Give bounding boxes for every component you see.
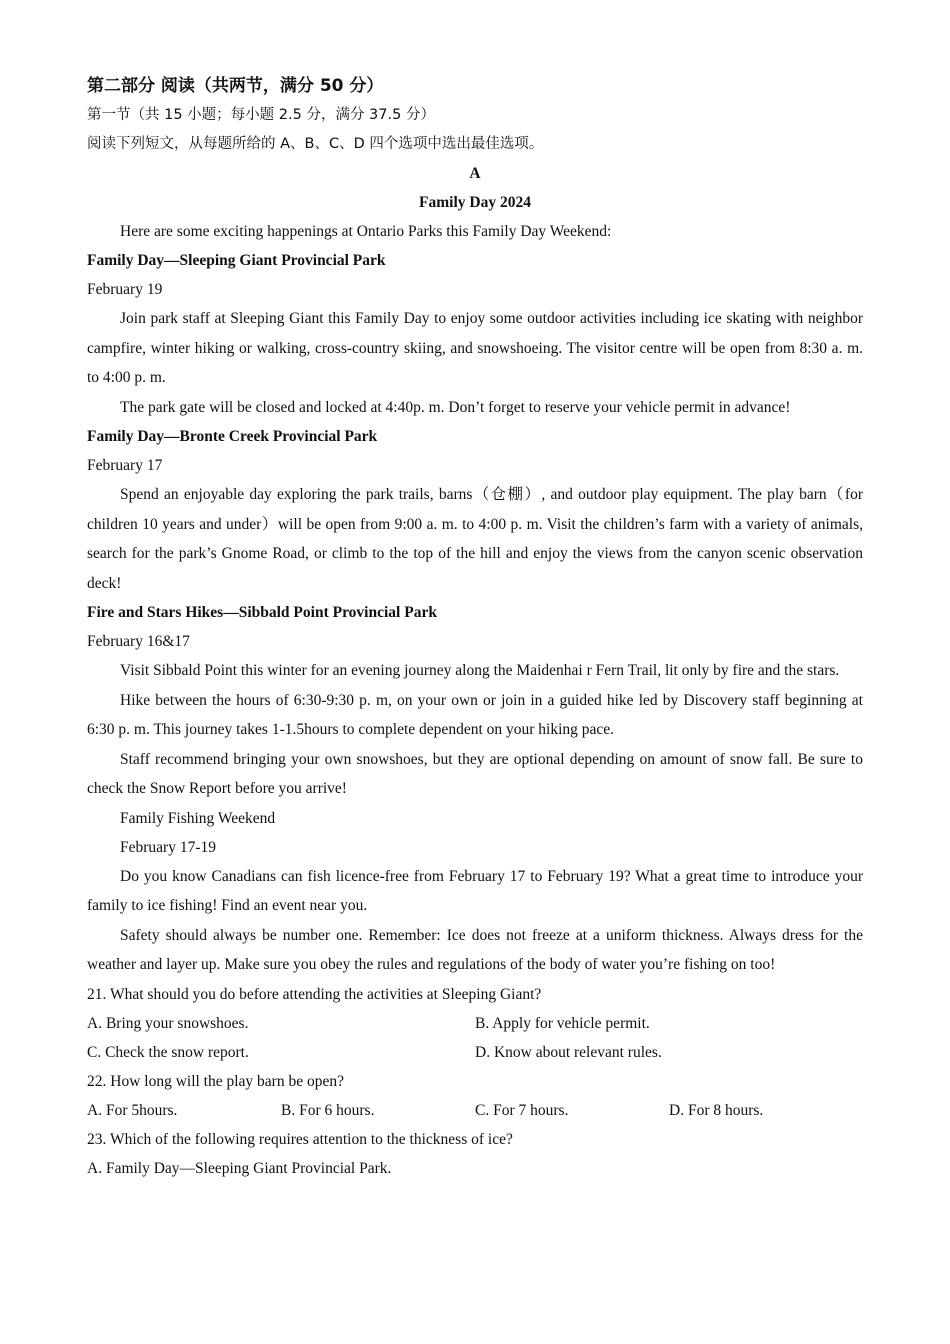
question-options [87,1096,863,1125]
event-paragraph: Spend an enjoyable day exploring the park trails, barns（仓棚）, and outdoor play equipment. The play barn（for children 10 years and under）will be open from 9:00 a. m. to 4:00 p. m. Visit the children’s farm with a variety of animals, search for the park’s Gnome Road, or climb to the top of the hill and enjoy the views from the canyon scenic observation deck! [87,486,863,592]
event-paragraph: Staff recommend bringing your own snowshoes, but they are optional depending on amount of snow fall. Be sure to check the Snow Report before you arrive! [87,750,863,797]
event-heading: Family Day—Bronte Creek Provincial Park [87,428,378,445]
passage-title: Family Day 2024 [419,194,531,211]
event-paragraph: Visit Sibbald Point this winter for an evening journey along the Maidenhai r Fern Trail, lit only by fire and the stars. [120,662,840,679]
option-a: A. Bring your snowshoes. [87,1014,249,1032]
question-stem: 22. How long will the play barn be open? [87,1072,344,1090]
question-stem: 21. What should you do before attending the activities at Sleeping Giant? [87,985,542,1003]
question-options [87,1038,863,1067]
section-info: 第一节（共 15 小题；每小题 2.5 分，满分 37.5 分） [87,107,435,123]
event-heading: Family Fishing Weekend [120,809,276,827]
event-paragraph: Safety should always be number one. Remember: Ice does not freeze at a uniform thickness. Always dress for the weather and layer up. Make sure you obey the rules and regulations of the body of water you’re fishing on too! [87,926,863,973]
option-c: C. For 7 hours. [475,1101,569,1119]
instruction: 阅读下列短文，从每题所给的 A、B、C、D 四个选项中选出最佳选项。 [87,136,544,152]
option-d: D. For 8 hours. [669,1101,764,1119]
event-paragraph: The park gate will be closed and locked at 4:40p. m. Don’t forget to reserve your vehicle permit in advance! [120,398,791,416]
event-date: February 16&17 [87,633,190,650]
event-heading: Family Day—Sleeping Giant Provincial Park [87,252,386,269]
question-options [87,1009,863,1038]
event-heading: Fire and Stars Hikes—Sibbald Point Provincial Park [87,604,437,621]
option-b: B. For 6 hours. [281,1101,375,1119]
event-paragraph: Hike between the hours of 6:30-9:30 p. m, on your own or join in a guided hike led by Discovery staff beginning at 6:30 p. m. This journey takes 1-1.5hours to complete dependent on your hiking pace. [87,691,863,738]
option-a: A. For 5hours. [87,1101,178,1119]
question-stem: 23. Which of the following requires attention to the thickness of ice? [87,1130,513,1148]
option-a: A. Family Day—Sleeping Giant Provincial Park. [87,1159,392,1177]
event-date: February 17 [87,457,163,474]
exam-page [87,72,863,1183]
passage-intro: Here are some exciting happenings at Ontario Parks this Family Day Weekend: [120,223,612,240]
option-b: B. Apply for vehicle permit. [475,1014,650,1032]
event-date: February 17-19 [120,838,216,856]
passage-letter: A [469,165,481,182]
event-date: February 19 [87,281,163,298]
part-title: 第二部分 阅读（共两节，满分 50 分） [87,76,384,96]
option-d: D. Know about relevant rules. [475,1043,662,1061]
event-paragraph: Join park staff at Sleeping Giant this Family Day to enjoy some outdoor activities including ice skating with neighbor campfire, winter hiking or walking, cross-country skiing, and snowshoeing. The visitor centre will be open from 8:30 a. m. to 4:00 p. m. [87,310,863,386]
event-paragraph: Do you know Canadians can fish licence-free from February 17 to February 19? What a great time to introduce your family to ice fishing! Find an event near you. [87,867,863,914]
option-c: C. Check the snow report. [87,1043,249,1061]
